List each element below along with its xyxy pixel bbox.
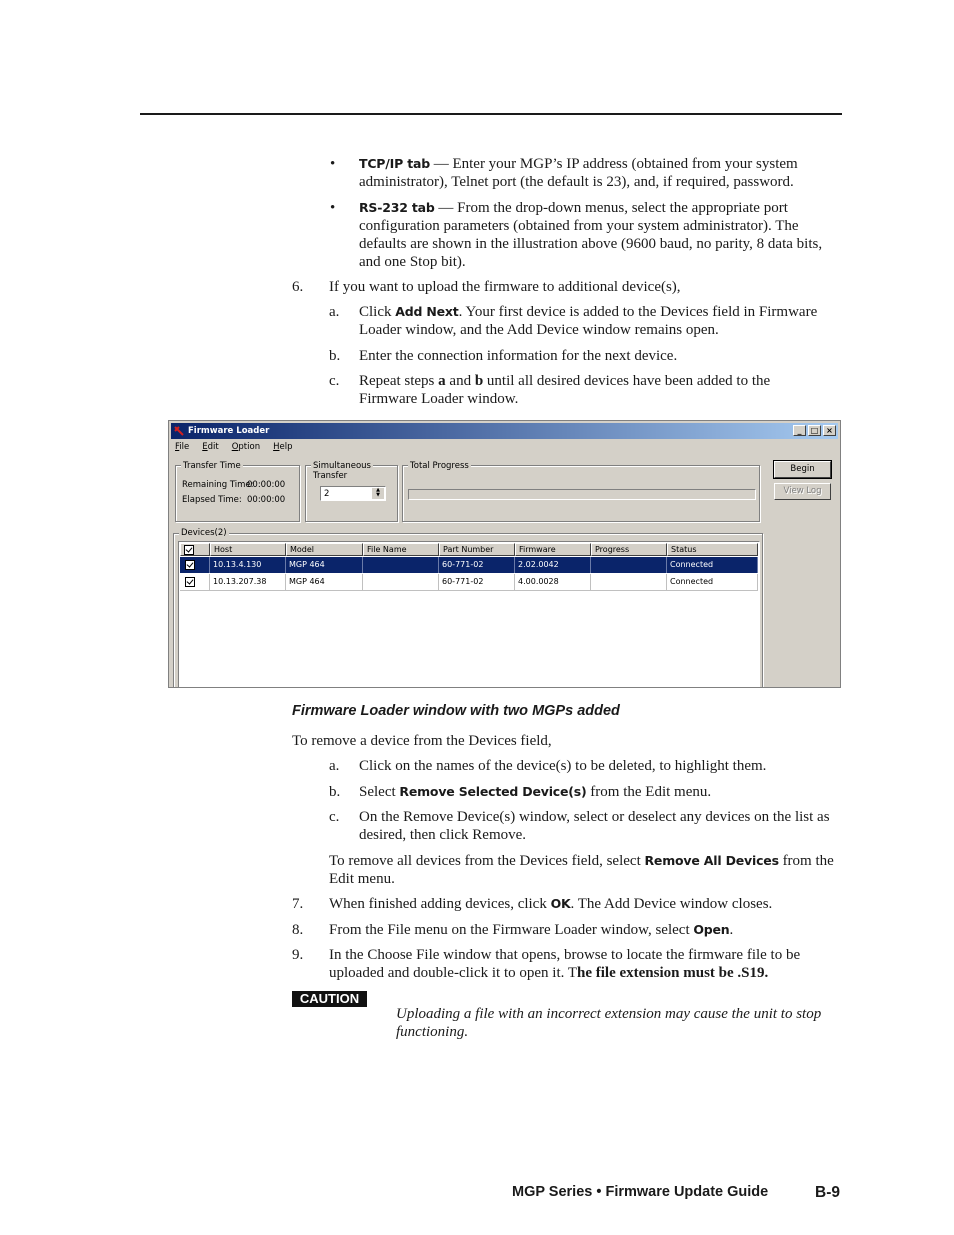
- ok-label: OK: [550, 896, 571, 911]
- step-ref-b: b: [474, 373, 484, 389]
- host-cell: 10.13.207.38: [210, 574, 286, 590]
- progress-cell: [591, 557, 667, 573]
- step-6a-text: [359, 303, 839, 339]
- file-name-cell: [363, 574, 439, 590]
- tcpip-tab-label: TCP/IP tab: [359, 156, 430, 171]
- text-span: . Your first device is added to the Devices field in Firmware Loader window, and the Add Device window remains open.: [359, 304, 818, 338]
- text-span: Select: [359, 784, 400, 800]
- simultaneous-label-line2: Transfer: [313, 471, 348, 481]
- step-7-text: [329, 895, 839, 913]
- rs232-tab-label: RS-232 tab: [359, 200, 435, 215]
- minimize-button[interactable]: _: [793, 425, 806, 436]
- part-number-cell: 60-771-02: [439, 574, 515, 590]
- bullet-tcpip: [359, 155, 839, 191]
- devices-list[interactable]: [178, 541, 760, 688]
- step-7-number: 7.: [292, 896, 304, 912]
- header-progress[interactable]: Progress: [591, 543, 667, 556]
- checkbox-checked-icon[interactable]: [184, 545, 194, 555]
- title-bar[interactable]: [171, 423, 838, 439]
- checkbox-checked-icon[interactable]: [185, 577, 195, 587]
- remove-c-number: c.: [329, 809, 340, 825]
- header-firmware[interactable]: Firmware: [515, 543, 591, 556]
- step-6-text: If you want to upload the firmware to additional device(s),: [329, 279, 681, 295]
- text-span: Click: [359, 304, 396, 320]
- bullet-tcpip-text: — Enter your MGP’s IP address (obtained from your system administrator), Telnet port (the default is 23), and, if required, password.: [359, 156, 798, 190]
- elapsed-time-value: 00:00:00: [247, 495, 286, 505]
- remove-b-number: b.: [329, 784, 341, 800]
- step-6c-text: [359, 372, 829, 408]
- begin-button[interactable]: Begin: [774, 461, 831, 478]
- row-check-cell[interactable]: [180, 557, 210, 573]
- header-part-number[interactable]: Part Number: [439, 543, 515, 556]
- text-span: In the Choose File window that opens, browse to locate the firmware file to be uploaded and double-click it to open it. T: [329, 947, 801, 981]
- file-name-cell: [363, 557, 439, 573]
- text-span: from the Edit menu.: [586, 784, 712, 800]
- header-status[interactable]: Status: [667, 543, 758, 556]
- text-span: From the File menu on the Firmware Loader window, select: [329, 922, 694, 938]
- window-title: Firmware Loader: [188, 426, 270, 436]
- firmware-cell: 2.02.0042: [515, 557, 591, 573]
- table-row[interactable]: [180, 574, 758, 591]
- step-9-number: 9.: [292, 947, 304, 963]
- bullet-dot: •: [330, 200, 336, 216]
- menu-bar: [175, 442, 293, 456]
- text-span: To remove all devices from the Devices field, select: [329, 853, 645, 869]
- step-6b-number: b.: [329, 348, 341, 364]
- menu-option[interactable]: Option: [231, 442, 261, 452]
- status-cell: Connected: [667, 574, 758, 590]
- bullet-rs232: [359, 199, 829, 271]
- footer-guide-title: MGP Series • Firmware Update Guide: [512, 1184, 769, 1200]
- status-cell: Connected: [667, 557, 758, 573]
- bullet-dot: •: [330, 156, 336, 172]
- total-progress-bar: [408, 489, 756, 500]
- text-span: from the Edit menu.: [329, 853, 834, 887]
- step-8-number: 8.: [292, 922, 304, 938]
- step-6c-number: c.: [329, 373, 340, 389]
- simultaneous-transfer-spinner[interactable]: [320, 486, 386, 501]
- header-file-name[interactable]: File Name: [363, 543, 439, 556]
- model-cell: MGP 464: [286, 574, 363, 590]
- text-span: until all desired devices have been added to the Firmware Loader window.: [359, 373, 771, 407]
- caution-text: Uploading a file with an incorrect extension may cause the unit to stop functioning.: [396, 1006, 822, 1040]
- total-progress-label: Total Progress: [410, 461, 469, 471]
- remove-all-label: Remove All Devices: [644, 853, 779, 868]
- firmware-cell: 4.00.0028: [515, 574, 591, 590]
- header-host[interactable]: Host: [210, 543, 286, 556]
- step-6b-text: Enter the connection information for the next device.: [359, 348, 678, 364]
- table-row[interactable]: [180, 557, 758, 573]
- model-cell: MGP 464: [286, 557, 363, 573]
- elapsed-time-label: Elapsed Time:: [182, 495, 242, 505]
- progress-cell: [591, 574, 667, 590]
- remaining-time-label: Remaining Time:: [182, 480, 254, 490]
- row-check-cell[interactable]: [180, 574, 210, 590]
- header-rule: [140, 113, 842, 115]
- add-next-label: Add Next: [395, 304, 459, 319]
- checkbox-checked-icon[interactable]: [185, 560, 195, 570]
- remove-all-text: [329, 852, 834, 888]
- app-icon: [174, 426, 184, 436]
- step-6a-number: a.: [329, 304, 340, 320]
- step-ref-a: a: [438, 373, 446, 389]
- transfer-time-group: [175, 465, 300, 522]
- host-cell: 10.13.4.130: [210, 557, 286, 573]
- devices-list-header: [180, 543, 758, 556]
- transfer-time-label: Transfer Time: [183, 461, 241, 471]
- part-number-cell: 60-771-02: [439, 557, 515, 573]
- file-extension-note: he file extension must be .S19.: [577, 965, 769, 981]
- devices-label: Devices(2): [181, 528, 227, 538]
- maximize-button[interactable]: □: [808, 425, 821, 436]
- remove-a-number: a.: [329, 758, 340, 774]
- menu-file[interactable]: File: [175, 442, 190, 452]
- remove-c-text: On the Remove Device(s) window, select or deselect any devices on the list as desired, then click Remove.: [359, 809, 830, 843]
- bullet-rs232-text: — From the drop-down menus, select the appropriate port configuration parameters (obtained from your system administrator). The defaults are shown in the illustration above (9600 baud, no parity, 8 data bits, and one Stop bit).: [359, 200, 823, 270]
- header-model[interactable]: Model: [286, 543, 363, 556]
- remove-intro: To remove a device from the Devices field,: [292, 733, 552, 749]
- text-span: When finished adding devices, click: [329, 896, 551, 912]
- menu-edit[interactable]: Edit: [202, 442, 219, 452]
- remove-selected-label: Remove Selected Device(s): [399, 784, 587, 799]
- step-6-number: 6.: [292, 279, 304, 295]
- figure-caption: Firmware Loader window with two MGPs added: [292, 703, 620, 719]
- open-label: Open: [693, 922, 730, 937]
- remove-b-text: [359, 783, 839, 801]
- text-span: Repeat steps: [359, 373, 439, 389]
- remaining-time-value: 00:00:00: [247, 480, 286, 490]
- caution-badge: CAUTION: [292, 991, 367, 1007]
- step-9-text: [329, 946, 841, 982]
- view-log-button[interactable]: View Log: [774, 483, 831, 500]
- remove-a-text: Click on the names of the device(s) to be deleted, to highlight them.: [359, 758, 767, 774]
- spinner-arrows-icon[interactable]: ▲ ▼: [372, 488, 384, 499]
- page-number: B-9: [815, 1184, 840, 1201]
- simultaneous-value: 2: [324, 489, 330, 499]
- simultaneous-label-line1: Simultaneous: [313, 461, 371, 471]
- close-button[interactable]: ×: [823, 425, 836, 436]
- firmware-loader-window: [168, 420, 841, 688]
- header-check-column[interactable]: [180, 543, 210, 556]
- text-span: .: [729, 922, 734, 938]
- text-span: and: [445, 373, 475, 389]
- text-span: . The Add Device window closes.: [570, 896, 773, 912]
- menu-help[interactable]: Help: [273, 442, 293, 452]
- step-8-text: [329, 921, 839, 939]
